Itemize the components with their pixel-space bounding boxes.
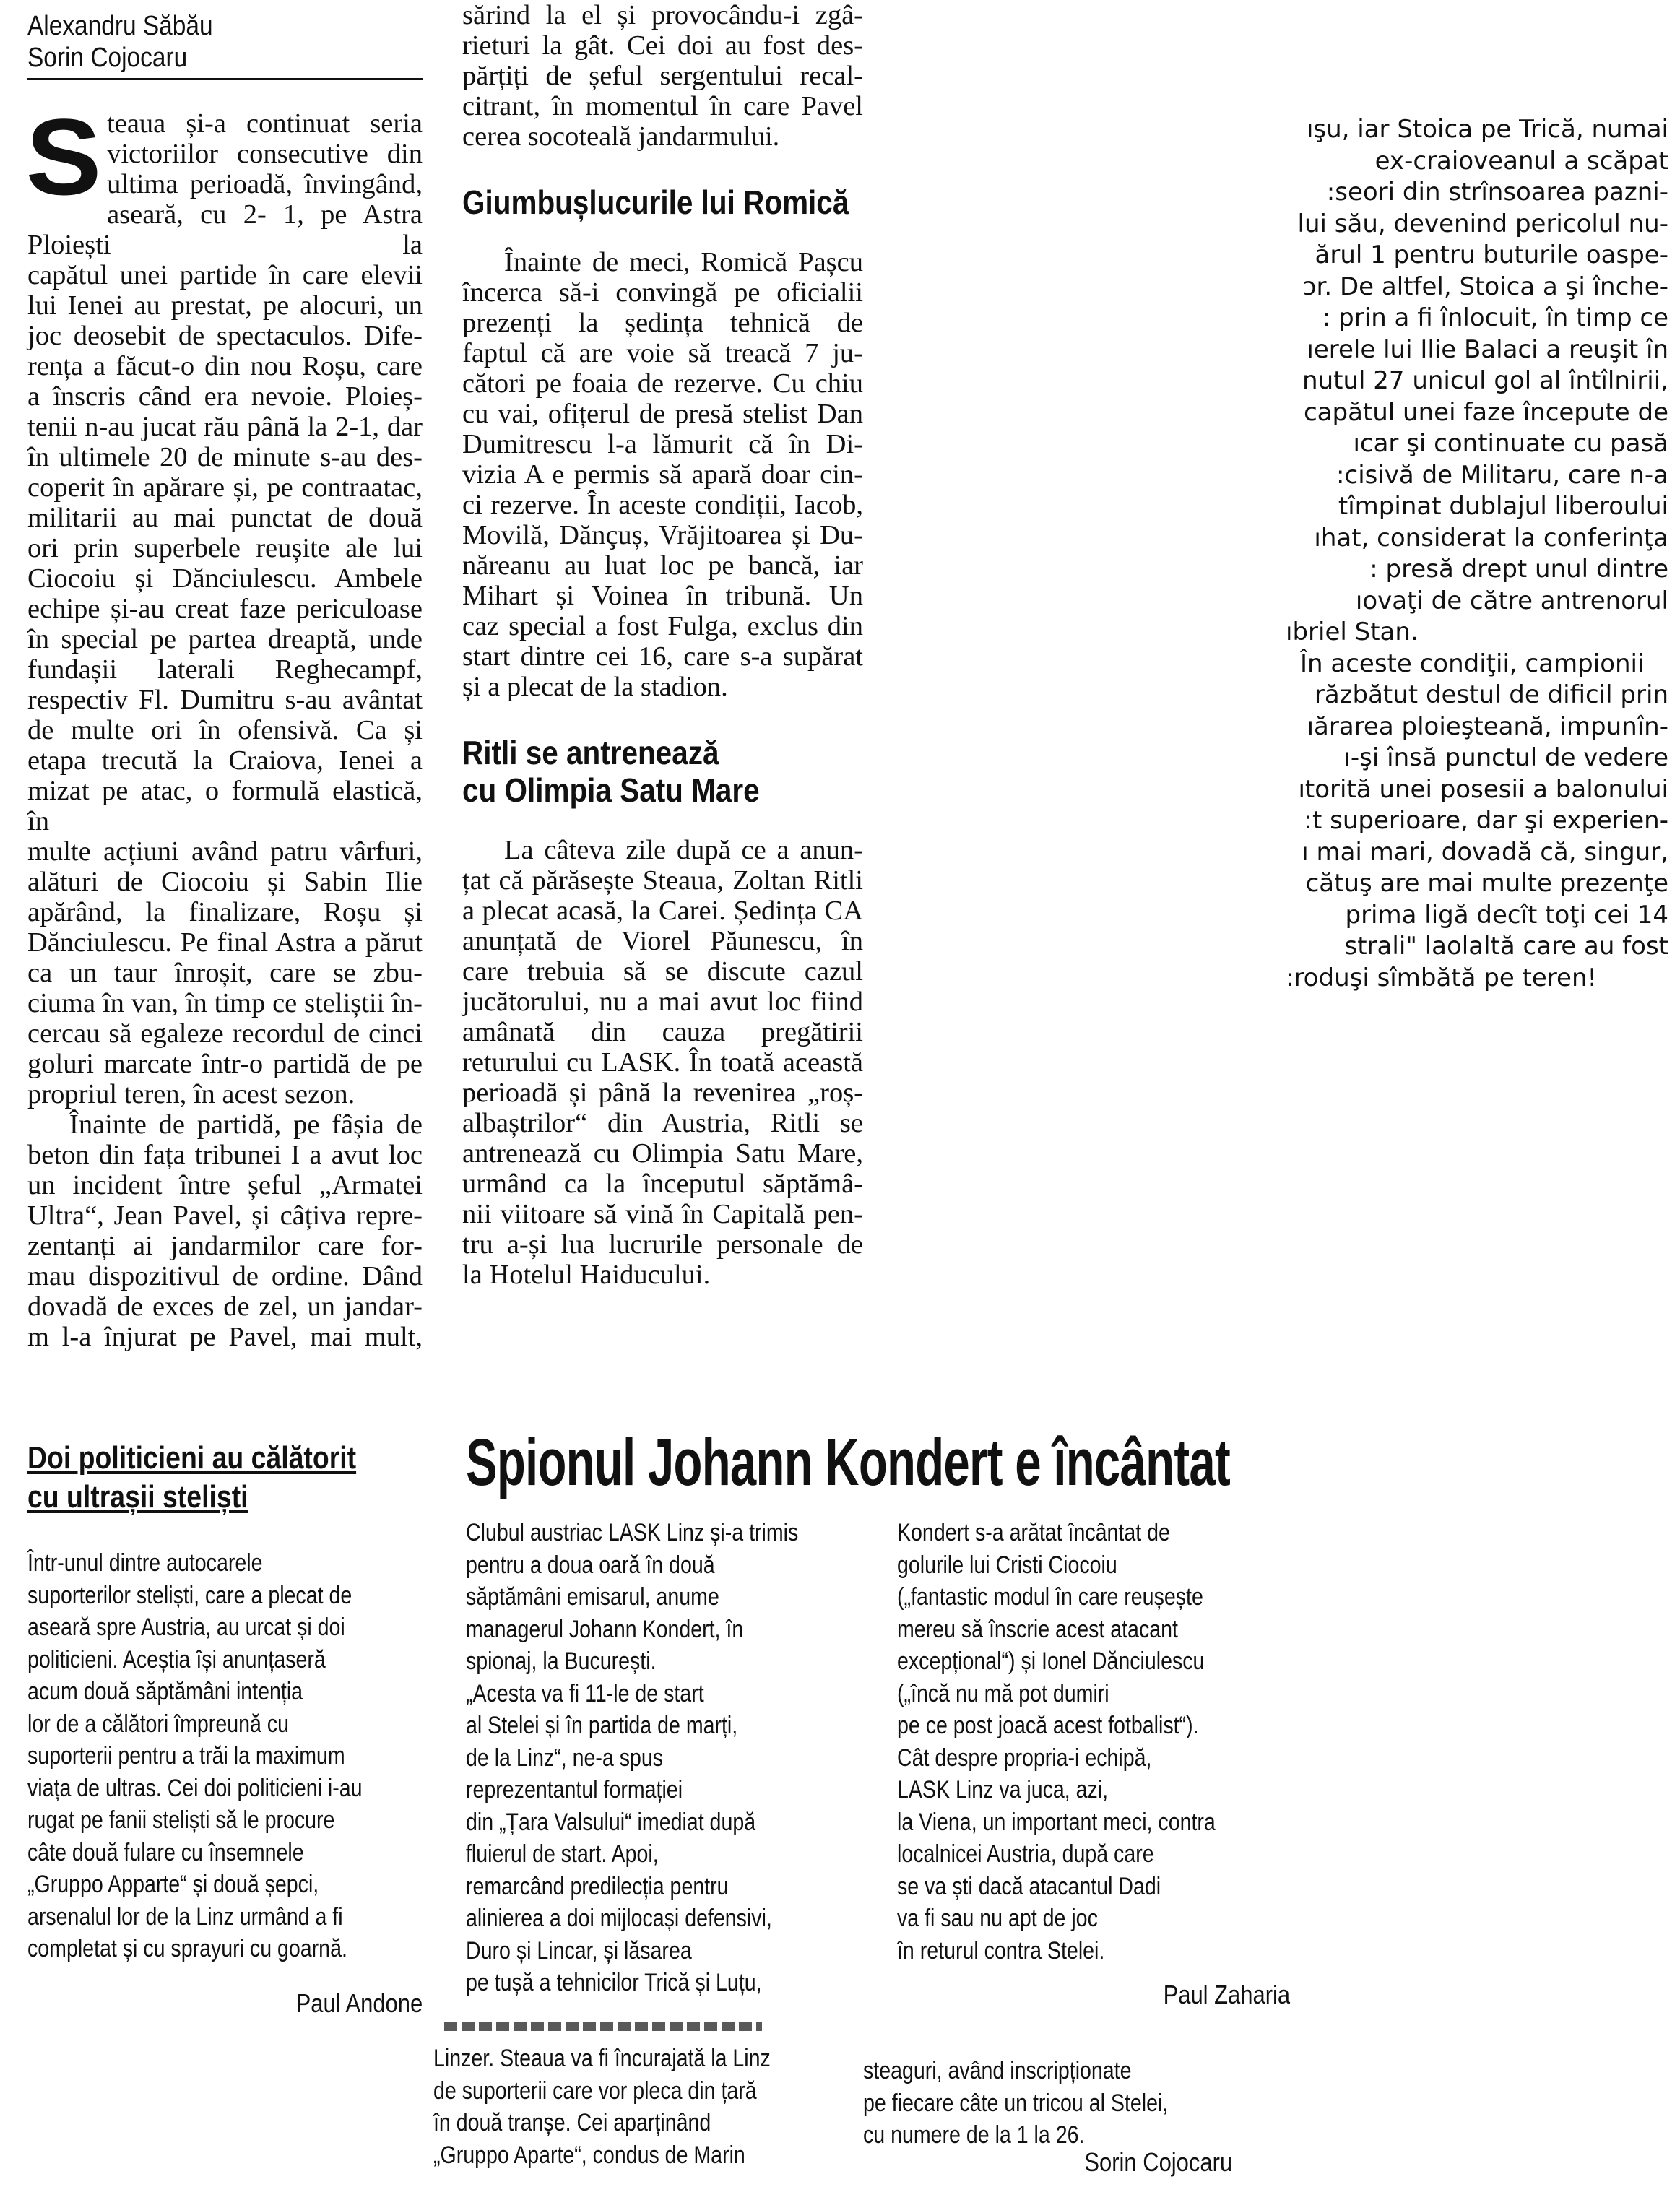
text-line: alinierea a doi mijlocași defensivi, bbox=[466, 1905, 772, 1932]
text-line: la Hotelul Haiducului. bbox=[462, 1260, 711, 1290]
text-line: multe acțiuni având patru vârfuri, bbox=[27, 836, 423, 867]
text-line: Linzer. Steaua va fi încurajată la Linz bbox=[433, 2045, 771, 2072]
text-line: :cisivă de Militaru, care n-a bbox=[1336, 460, 1668, 490]
text-line: aseară, cu 2- 1, pe Astra Ploiești la bbox=[27, 199, 423, 260]
main-article-left-column bbox=[25, 96, 423, 1352]
text-line: capătul unei partide în care elevii bbox=[27, 260, 423, 290]
text-line: ıbriel Stan. bbox=[1286, 618, 1419, 646]
text-line: anunțată de Viorel Păunescu, în bbox=[462, 926, 863, 956]
text-line: pe ce post joacă acest fotbalist“). bbox=[897, 1712, 1199, 1739]
text-line: urmând ca la începutul săptămâ- bbox=[462, 1169, 863, 1199]
text-line: Ciocoiu și Dănciulescu. Ambele bbox=[27, 563, 423, 594]
text-line: lui Ienei au prestat, pe alocuri, un bbox=[27, 290, 423, 321]
text-line: reprezentantul formației bbox=[466, 1776, 683, 1803]
text-line: ıhat, considerat la conferinţa bbox=[1314, 523, 1668, 553]
main-article-middle-column bbox=[462, 0, 863, 1290]
text-line: Ultra“, Jean Pavel, și câțiva repre- bbox=[27, 1200, 423, 1231]
text-line: managerul Johann Kondert, în bbox=[466, 1615, 744, 1643]
text-line: Înainte de meci, Romică Pașcu bbox=[504, 247, 863, 277]
text-line: Mihart și Voinea în tribună. Un bbox=[462, 581, 863, 611]
text-line: jucătorului, nu a mai avut loc fiind bbox=[462, 987, 863, 1017]
text-line: mizat pe atac, o formulă elastică, în bbox=[27, 776, 423, 836]
text-line: viața de ultras. Cei doi politicieni i-au bbox=[27, 1774, 363, 1802]
text-line: politicieni. Aceștia își anunțaseră bbox=[27, 1645, 326, 1673]
text-line: și a plecat de la stadion. bbox=[462, 672, 728, 702]
text-line: câte două fulare cu însemnele bbox=[27, 1838, 304, 1866]
text-line: Dănciulescu. Pe final Astra a părut bbox=[27, 927, 423, 958]
text-line: :seori din strînsoarea pazni- bbox=[1326, 178, 1668, 207]
text-line: Cât despre propria-i echipă, bbox=[897, 1744, 1152, 1772]
text-line: rugat pe fanii steliști să le procure bbox=[27, 1806, 335, 1834]
incident-paragraph bbox=[27, 1109, 423, 1352]
heading-line: Ritli se antrenează bbox=[462, 734, 719, 771]
author-signature: Sorin Cojocaru bbox=[1084, 2147, 1232, 2177]
text-line: un incident între șeful „Armatei bbox=[27, 1170, 423, 1200]
author-name: Alexandru Săbău bbox=[27, 11, 213, 41]
text-line: Clubul austriac LASK Linz și-a trimis bbox=[466, 1519, 799, 1546]
text-line: fluierul de start. Apoi, bbox=[466, 1840, 659, 1868]
text-line: Movilă, Dănçuș, Vrăjitoarea și Du- bbox=[462, 520, 863, 550]
text-line: dovadă de exces de zel, un jandar- bbox=[27, 1291, 423, 1322]
text-line: ıerele lui Ilie Balaci a reuşit în bbox=[1307, 334, 1668, 364]
text-line: joc deosebit de spectaculos. Dife- bbox=[27, 321, 423, 351]
text-line: perioadă și până la revenirea „roș- bbox=[462, 1078, 863, 1108]
supporters-fragment-column-1 bbox=[433, 2043, 771, 2171]
section-heading-ritli bbox=[462, 734, 815, 809]
text-line: țat că părăsește Steaua, Zoltan Ritli bbox=[462, 865, 863, 896]
text-line: de suporterii care vor pleca din țară bbox=[433, 2076, 757, 2105]
author-name: Sorin Cojocaru bbox=[27, 43, 188, 73]
text-line: victoriilor consecutive din bbox=[107, 139, 423, 169]
text-line: cercau să egaleze recordul de cinci bbox=[27, 1018, 423, 1049]
text-line: ex-craioveanul a scăpat bbox=[1374, 146, 1668, 176]
text-line: va fi sau nu apt de joc bbox=[897, 1905, 1098, 1932]
kondert-column-1 bbox=[466, 1517, 798, 1999]
text-line: ı-şi însă punctul de vedere bbox=[1343, 743, 1668, 772]
text-line: ca un taur înroșit, care se zbu- bbox=[27, 958, 423, 988]
text-line: spionaj, la București. bbox=[466, 1647, 657, 1675]
text-line: returului cu LASK. În toată această bbox=[462, 1047, 863, 1078]
text-line: LASK Linz va juca, azi, bbox=[897, 1776, 1109, 1803]
text-line: În aceste condiţii, campionii bbox=[1300, 649, 1645, 678]
text-line: cători pe foaia de rezerve. Cu chiu bbox=[462, 368, 863, 399]
text-line: ci rezerve. În aceste condiții, Iacob, bbox=[462, 490, 863, 520]
byline-rule bbox=[27, 78, 423, 80]
text-line: excepțional“) și Ionel Dănciulescu bbox=[897, 1647, 1205, 1675]
text-line: start dintre cei 16, care s-a supărat bbox=[462, 641, 863, 672]
text-line: arsenalul lor de la Linz urmând a fi bbox=[27, 1902, 343, 1931]
text-line: prima ligă decît toţi cei 14 bbox=[1345, 900, 1668, 930]
text-line: pe tușă a tehnicilor Trică și Luțu, bbox=[466, 1969, 762, 1996]
text-line: tenii n-au jucat rău până la 2-1, dar bbox=[27, 412, 423, 442]
text-line: „Gruppo Apparte“ și două șepci, bbox=[27, 1871, 319, 1898]
text-line: ıovaţi de către antrenorul bbox=[1355, 586, 1668, 615]
text-line: în ultimele 20 de minute s-au des- bbox=[27, 442, 423, 472]
text-line: a înscris când era nevoie. Ploieș- bbox=[27, 381, 423, 412]
text-line: caz special a fost Fulga, exclus din bbox=[462, 611, 863, 641]
text-line: alături de Ciocoiu și Sabin Ilie bbox=[27, 867, 423, 897]
text-line: „Gruppo Aparte“, condus de Marin bbox=[433, 2141, 745, 2169]
politicians-body bbox=[27, 1547, 363, 1965]
text-line: : presă drept unul dintre bbox=[1369, 555, 1668, 584]
text-line: săptămâni emisarul, anume bbox=[466, 1583, 719, 1611]
text-line: năreanu au luat loc pe bancă, iar bbox=[462, 550, 863, 581]
supporters-fragment-column-2 bbox=[863, 2055, 1168, 2152]
text-line: zentanți ai jandarmilor care for- bbox=[27, 1231, 423, 1261]
text-line: steaguri, având inscripționate bbox=[863, 2057, 1132, 2084]
text-line: cu vai, ofițerul de presă stelist Dan bbox=[462, 399, 863, 429]
text-line: :roduşi sîmbătă pe teren! bbox=[1286, 963, 1598, 992]
author-signature: Paul Zaharia bbox=[1163, 1980, 1290, 2009]
text-line: nii viitoare să vină în Capitală pen- bbox=[462, 1199, 863, 1229]
text-line: aseară spre Austria, au urcat și doi bbox=[27, 1614, 345, 1641]
text-line: mau dispozitivul de ordine. Dând bbox=[27, 1261, 423, 1291]
text-line: de la Linz“, ne-a spus bbox=[466, 1744, 664, 1772]
text-line: antrenează cu Olimpia Satu Mare, bbox=[462, 1138, 863, 1169]
text-line: :t superioare, dar şi experien- bbox=[1304, 806, 1668, 835]
text-line: respectiv Fl. Dumitru s-au avântat bbox=[27, 685, 423, 715]
text-line: pentru a doua oară în două bbox=[466, 1551, 715, 1579]
text-line: acum două săptămâni intenția bbox=[27, 1678, 303, 1705]
text-line: militarii au mai punctat de două bbox=[27, 503, 423, 533]
text-line: propriul teren, în acest sezon. bbox=[27, 1079, 355, 1109]
text-line: Înainte de partidă, pe fâșia de bbox=[69, 1109, 423, 1140]
text-line: Kondert s-a arătat încântat de bbox=[897, 1519, 1170, 1546]
text-line: suporterii pentru a trăi la maximum bbox=[27, 1742, 345, 1770]
text-line: („fantastic modul în care reușește bbox=[897, 1583, 1203, 1611]
text-line: beton din fața tribunei I a avut loc bbox=[27, 1140, 423, 1170]
text-line: golurile lui Cristi Ciocoiu bbox=[897, 1551, 1117, 1579]
text-line: m l-a înjurat pe Pavel, mai mult, bbox=[27, 1322, 423, 1352]
text-line: capătul unei faze începute de bbox=[1303, 397, 1668, 427]
text-line: Dumitrescu l-a lămurit că în Di- bbox=[462, 429, 863, 459]
text-line: care trebuia să se discute cazul bbox=[462, 956, 863, 987]
text-line: La câteva zile după ce a anun- bbox=[504, 835, 863, 865]
text-line: citrant, în momentul în care Pavel bbox=[462, 91, 863, 121]
heading-line: cu Olimpia Satu Mare bbox=[462, 771, 760, 809]
text-line: teaua și-a continuat seria bbox=[107, 108, 423, 139]
text-line: ori prin superbele reușite ale lui bbox=[27, 533, 423, 563]
text-line: remarcând predilecția pentru bbox=[466, 1872, 729, 1900]
text-line: Într-unul dintre autocarele bbox=[27, 1549, 263, 1577]
text-line: rența a făcut-o din nou Roșu, care bbox=[27, 351, 423, 381]
heading-line: cu ultrașii steliști bbox=[27, 1479, 248, 1515]
text-line: la Viena, un important meci, contra bbox=[897, 1808, 1216, 1836]
author-signature: Paul Andone bbox=[295, 1988, 423, 2018]
text-line: apărând, la finalizare, Roșu și bbox=[27, 897, 423, 927]
text-line: strali" laolaltă care au fost bbox=[1344, 932, 1668, 961]
text-line: albaștrilor“ din Austria, Ritli se bbox=[462, 1108, 863, 1138]
text-line: „Acesta va fi 11-le de start bbox=[466, 1679, 704, 1707]
text-line: rieturi la gât. Cei doi au fost des- bbox=[462, 30, 863, 61]
lead-paragraph bbox=[25, 96, 423, 1109]
article-headline: Spionul Johann Kondert e încântat bbox=[466, 1426, 1231, 1499]
text-line: amânată din cauza pregătirii bbox=[462, 1017, 863, 1047]
adjacent-article-fragment bbox=[1286, 114, 1668, 994]
text-line: al Stelei și în partida de marți, bbox=[466, 1712, 738, 1739]
text-line: ultima perioadă, învingând, bbox=[107, 169, 423, 199]
text-line: pe fiecare câte un tricou al Stelei, bbox=[863, 2089, 1169, 2117]
text-line: răzbătut destul de dificil prin bbox=[1314, 680, 1668, 709]
text-line: în două tranșe. Cei aparținând bbox=[433, 2109, 711, 2136]
text-line: ıcar şi continuate cu pasă bbox=[1353, 429, 1668, 458]
text-line: goluri marcate într-o partidă de pe bbox=[27, 1049, 423, 1079]
text-line: de multe ori în ofensivă. Ca și bbox=[27, 715, 423, 745]
text-line: fundașii laterali Reghecampf, bbox=[27, 654, 423, 685]
text-line: ışu, iar Stoica pe Trică, numai bbox=[1306, 115, 1668, 144]
text-line: ıărarea ploieşteană, impunîn- bbox=[1307, 711, 1668, 741]
text-line: : prin a fi înlocuit, în timp ce bbox=[1322, 303, 1668, 332]
text-line: lor de a călători împreună cu bbox=[27, 1710, 289, 1738]
text-line: suporterilor steliști, care a plecat de bbox=[27, 1581, 352, 1609]
text-line: echipe și-au creat faze periculoase bbox=[27, 594, 423, 624]
text-line: completat și cu sprayuri cu goarnă. bbox=[27, 1935, 347, 1962]
text-line: ărul 1 pentru buturile oaspe- bbox=[1315, 241, 1668, 269]
text-line: localnicei Austria, după care bbox=[897, 1840, 1154, 1868]
heading-line: Doi politicieni au călătorit bbox=[27, 1440, 357, 1476]
text-line: în returul contra Stelei. bbox=[897, 1936, 1105, 1965]
politicians-heading bbox=[27, 1439, 371, 1517]
text-line: nutul 27 unicul gol al întîlnirii, bbox=[1302, 366, 1668, 395]
byline bbox=[27, 10, 375, 74]
text-line: cătuş are mai multe prezenţe bbox=[1305, 869, 1668, 898]
text-line: încerca să-i convingă pe oficialii bbox=[462, 277, 863, 308]
section-heading-romica: Giumbușlucurile lui Romică bbox=[462, 183, 849, 221]
text-line: ıtorită unei posesii a balonului bbox=[1298, 774, 1668, 804]
text-line: părțiți de șeful sergentului recal- bbox=[462, 61, 863, 91]
text-line: faptul că are voie să treacă 7 ju- bbox=[462, 338, 863, 368]
text-line: coperit în apărare și, pe contraatac, bbox=[27, 472, 423, 503]
text-line: ı mai mari, dovadă că, singur, bbox=[1302, 837, 1668, 867]
text-line: („încă nu mă pot dumiri bbox=[897, 1679, 1109, 1707]
text-line: se va ști dacă atacantul Dadi bbox=[897, 1872, 1161, 1900]
text-line: cerea socoteală jandarmului. bbox=[462, 121, 780, 152]
text-line: etapa trecută la Craiova, Ienei a bbox=[27, 745, 423, 776]
text-line: ɔr. De altfel, Stoica a şi înche- bbox=[1302, 272, 1668, 301]
text-line: Duro și Lincar, și lăsarea bbox=[466, 1936, 692, 1965]
text-line: tîmpinat dublajul liberoului bbox=[1338, 492, 1668, 521]
text-line: lui său, devenind pericolul nu- bbox=[1297, 209, 1668, 238]
text-line: cu numere de la 1 la 26. bbox=[863, 2121, 1085, 2149]
text-line: a plecat acasă, la Carei. Ședința CA bbox=[462, 896, 863, 926]
cut-text-line bbox=[444, 2022, 762, 2031]
text-line: în special pe partea dreaptă, unde bbox=[27, 624, 423, 654]
kondert-column-2 bbox=[897, 1517, 1216, 1967]
text-line: mereu să înscrie acest atacant bbox=[897, 1615, 1178, 1643]
text-line: sărind la el și provocându-i zgâ- bbox=[462, 0, 863, 30]
text-line: ciuma în van, în timp ce steliștii în- bbox=[27, 988, 423, 1018]
text-line: vizia A e permis să apară doar cin- bbox=[462, 459, 863, 490]
text-line: tru a-și lua lucrurile personale de bbox=[462, 1229, 863, 1260]
text-line: din „Țara Valsului“ imediat după bbox=[466, 1808, 756, 1836]
text-line: prezenți la ședința tehnică de bbox=[462, 308, 863, 338]
drop-cap: S bbox=[25, 96, 102, 217]
